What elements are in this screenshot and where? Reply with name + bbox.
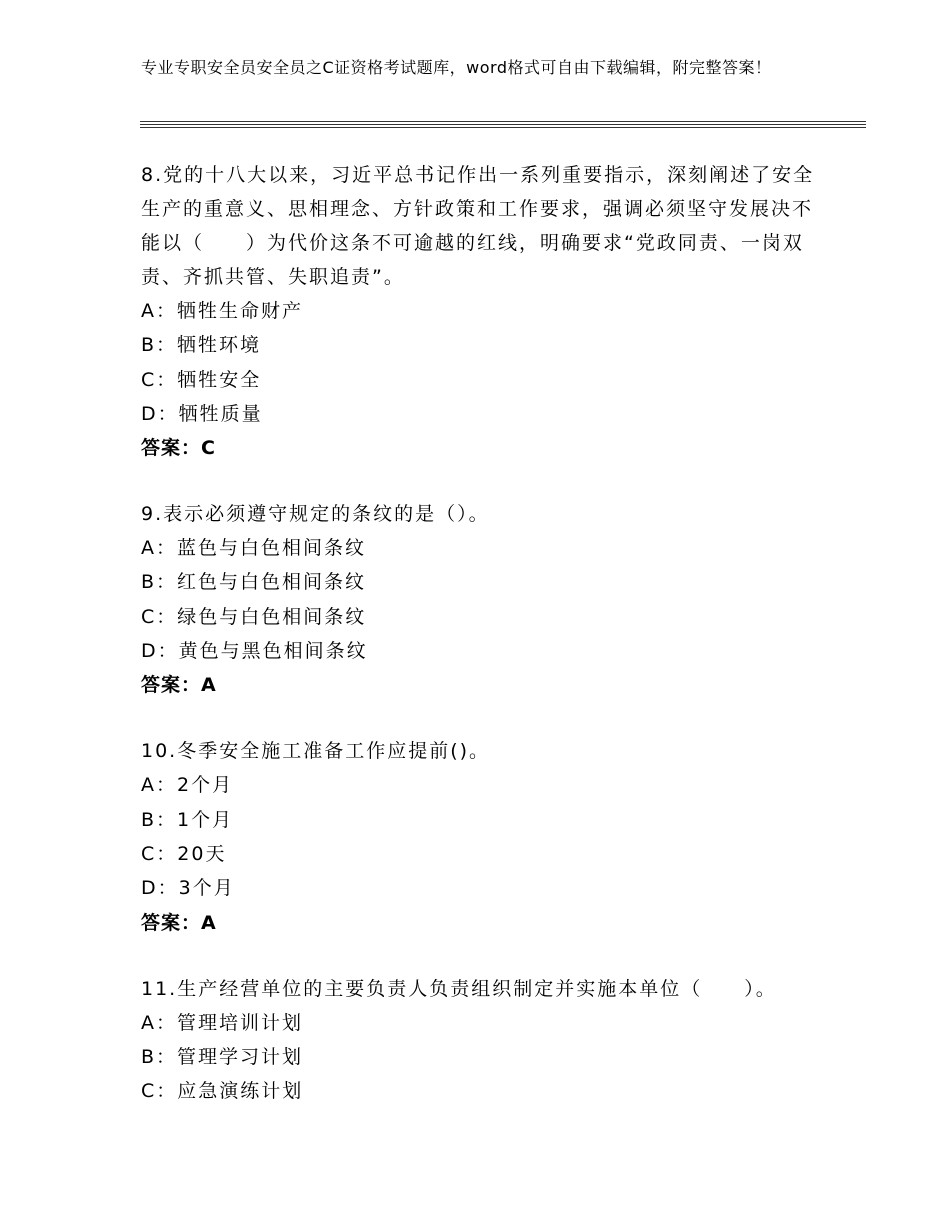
- option-b: B：1个月: [141, 808, 234, 831]
- option-d: D：牺牲质量: [141, 402, 263, 425]
- question-stem: 9.表示必须遵守规定的条纹的是（）。: [141, 503, 490, 526]
- option-a: A：管理培训计划: [141, 1011, 303, 1034]
- option-c: C：牺牲安全: [141, 368, 262, 391]
- option-d: D：3个月: [141, 877, 235, 900]
- option-d: D：黄色与黑色相间条纹: [141, 640, 368, 663]
- option-b: B：红色与白色相间条纹: [141, 571, 367, 594]
- option-c: C：绿色与白色相间条纹: [141, 605, 367, 628]
- answer-label: 答案：C: [141, 437, 216, 460]
- option-a: A：牺牲生命财产: [141, 300, 303, 322]
- question-10: [141, 734, 821, 939]
- question-11: [141, 972, 821, 1109]
- question-9: [141, 497, 821, 702]
- question-8: [141, 158, 821, 465]
- option-a: A：蓝色与白色相间条纹: [141, 537, 366, 560]
- answer-label: 答案：A: [141, 911, 217, 934]
- option-c: C：20天: [141, 842, 227, 865]
- answer-label: 答案：A: [141, 674, 217, 697]
- header-rule: [140, 127, 866, 128]
- document-header: 专业专职安全员安全员之C证资格考试题库，word格式可自由下载编辑，附完整答案！: [141, 58, 772, 77]
- option-c: C：应急演练计划: [141, 1080, 304, 1103]
- question-stem: 8.党的十八大以来，习近平总书记作出一系列重要指示，深刻阐述了安全生产的重意义、思相理念、方针政策和工作要求，强调必须坚守发展决不能以（ ）为代价这条不可逾越的红线，明确要求“党政同责、一岗双责、齐抓共管、失职追责”。: [141, 164, 815, 288]
- option-b: B：管理学习计划: [141, 1045, 304, 1068]
- header-rule: [140, 121, 866, 122]
- option-a: A：2个月: [141, 774, 234, 797]
- question-stem: 11.生产经营单位的主要负责人负责组织制定并实施本单位（ ）。: [141, 977, 777, 1000]
- header-rule: [140, 124, 866, 125]
- question-list: [141, 158, 821, 1140]
- question-stem: 10.冬季安全施工准备工作应提前()。: [141, 740, 491, 763]
- option-b: B：牺牲环境: [141, 334, 262, 357]
